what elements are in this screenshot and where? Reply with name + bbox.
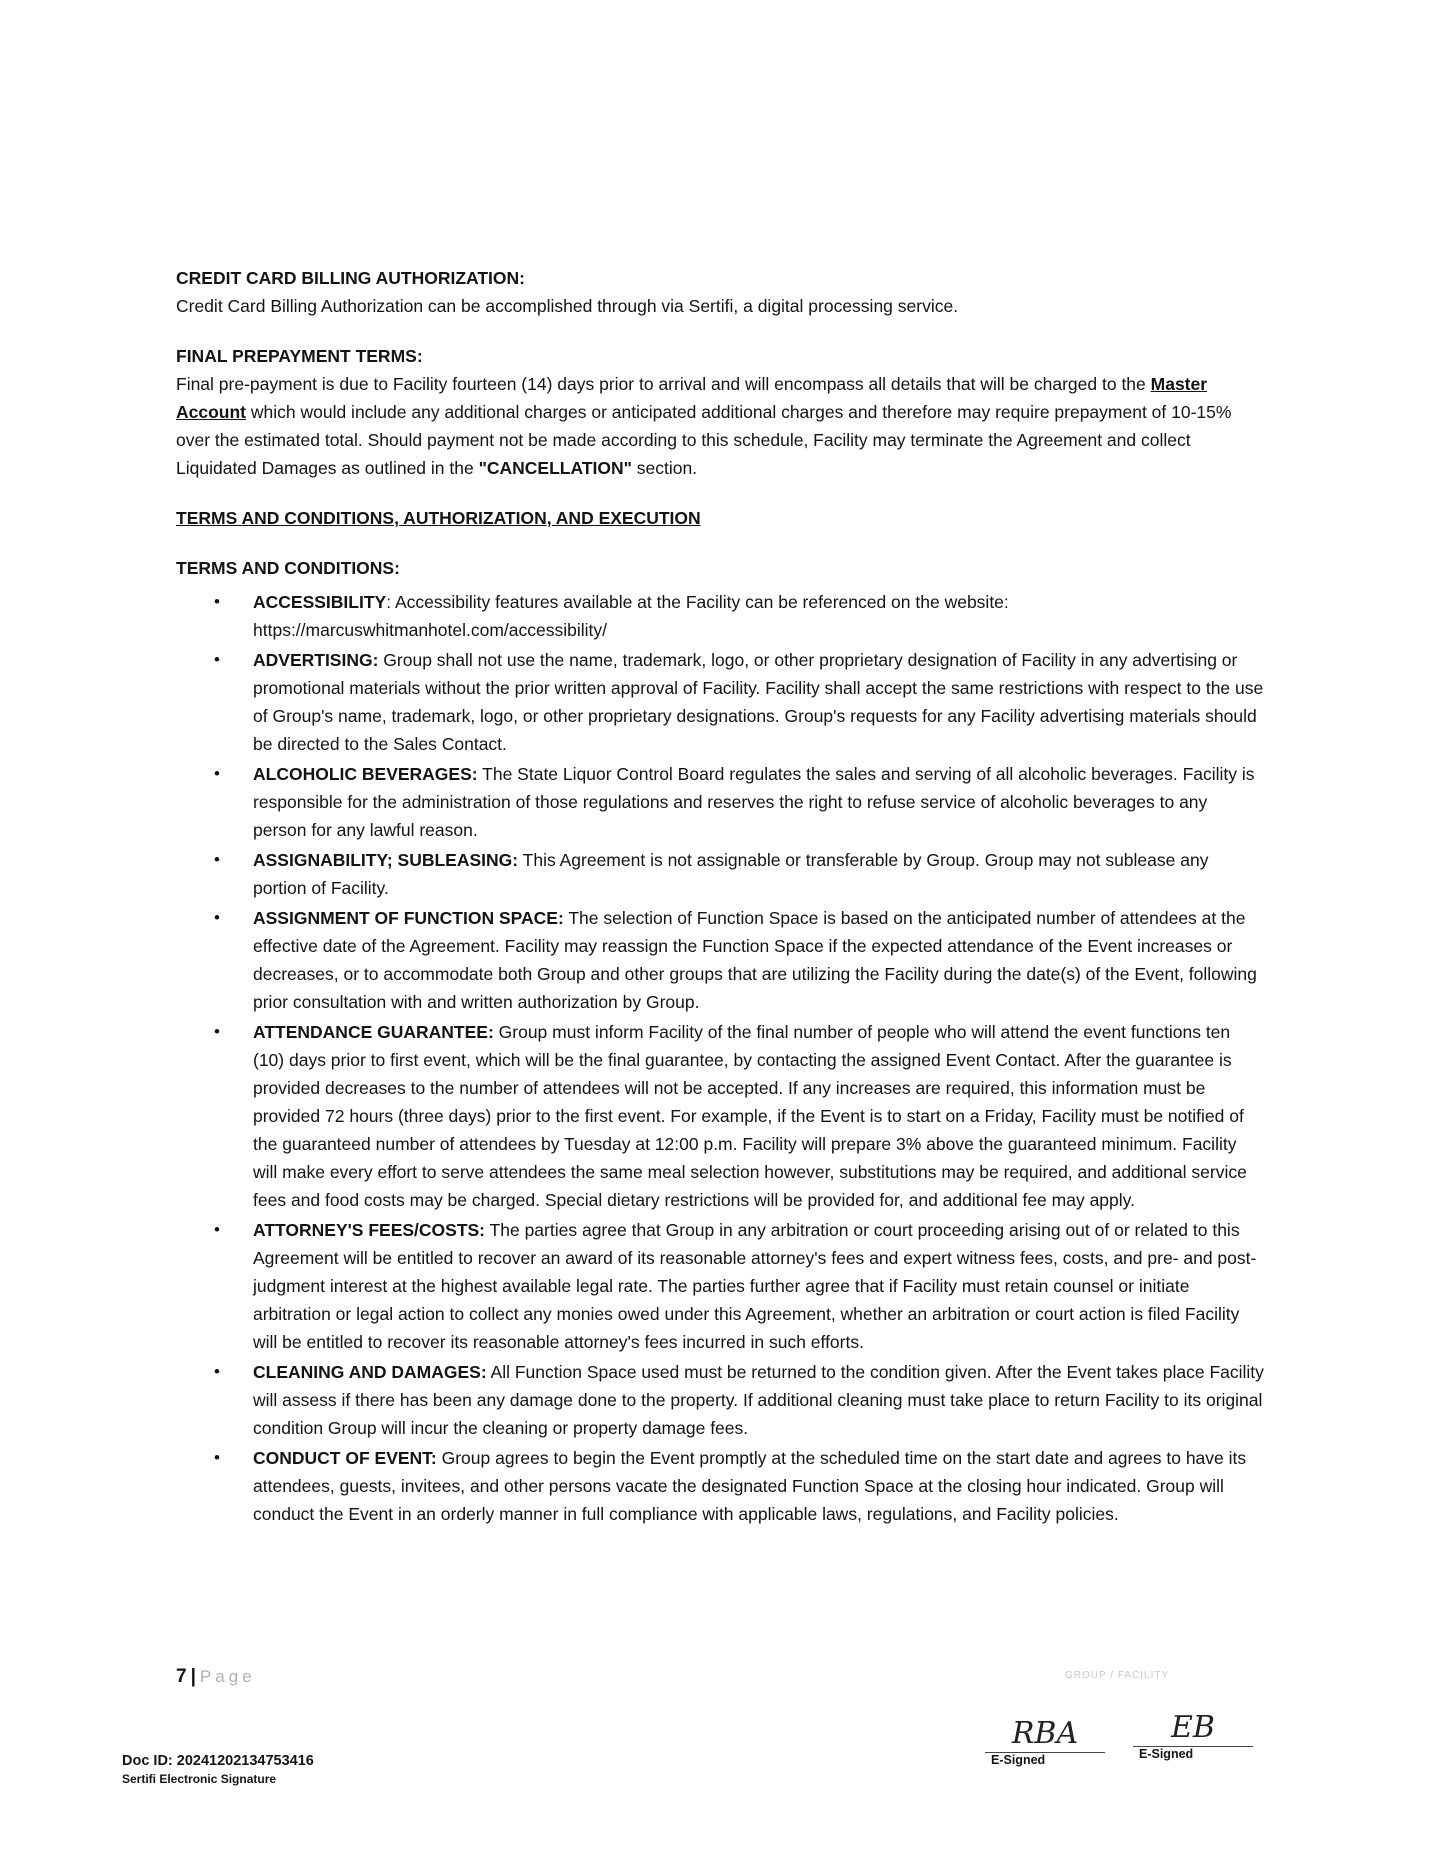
doc-id: Doc ID: 20241202134753416 <box>122 1753 314 1769</box>
term-item-cleaning-damages <box>176 1358 1264 1442</box>
terms-heading: TERMS AND CONDITIONS: <box>176 558 400 578</box>
bullet-icon: • <box>214 650 220 669</box>
section-title: TERMS AND CONDITIONS, AUTHORIZATION, AND EXECUTION <box>176 508 701 528</box>
bullet-icon: • <box>214 1362 220 1381</box>
spacer <box>176 532 1264 554</box>
term-title: CLEANING AND DAMAGES: <box>253 1362 487 1382</box>
credit-card-body: Credit Card Billing Authorization can be accomplished through via Sertifi, a digital processing service. <box>176 296 959 316</box>
term-text: The parties agree that Group in any arbitration or court proceeding arising out of or related to this Agreement will be entitled to recover an award of its reasonable attorney's fees and expert witness fees, costs, and pre- and post-judgment interest at the highest available legal rate. The parties further agree that if Facility must retain counsel or initiate arbitration or legal action to collect any monies owed under this Agreement, whether an arbitration or court action is filed Facility will be entitled to recover its reasonable attorney's fees incurred in such efforts. <box>253 1220 1257 1352</box>
prepayment-text-1: Final pre-payment is due to Facility fourteen (14) days prior to arrival and will encompass all details that will be charged to the <box>176 374 1151 394</box>
page-number <box>176 1666 256 1688</box>
bullet-icon: • <box>214 764 220 783</box>
term-item-attorney-fees <box>176 1216 1264 1356</box>
page-number-value: 7 <box>176 1666 187 1687</box>
term-text: All Function Space used must be returned to the condition given. After the Event takes place Facility will assess if there has been any damage done to the property. If additional cleaning must take place to return Facility to its original condition Group will incur the cleaning or property damage fees. <box>253 1362 1264 1438</box>
bullet-icon: • <box>214 850 220 869</box>
bullet-icon: • <box>214 1022 220 1041</box>
bullet-icon: • <box>214 592 220 611</box>
final-prepayment-body <box>176 370 1264 482</box>
term-text: This Agreement is not assignable or transferable by Group. Group may not sublease any portion of Facility. <box>253 850 1209 898</box>
term-text: The State Liquor Control Board regulates the sales and serving of all alcoholic beverages. Facility is responsible for the administration of those regulations and reserves the right to refuse service of alcoholic beverages to any person for any lawful reason. <box>253 764 1255 840</box>
term-text: The selection of Function Space is based on the anticipated number of attendees at the effective date of the Agreement. Facility may reassign the Function Space if the expected attendance of the Event increases or decreases, or to accommodate both Group and other groups that are utilizing the Facility during the date(s) of the Event, following prior consultation with and written authorization by Group. <box>253 908 1257 1012</box>
term-item-assignability <box>176 846 1264 902</box>
signature-facility <box>1133 1710 1253 1761</box>
credit-card-section <box>176 264 1264 320</box>
term-item-attendance-guarantee <box>176 1018 1264 1214</box>
term-item-advertising <box>176 646 1264 758</box>
final-prepayment-heading: FINAL PREPAYMENT TERMS: <box>176 346 423 366</box>
credit-card-heading: CREDIT CARD BILLING AUTHORIZATION: <box>176 268 525 288</box>
page-content <box>176 264 1264 1530</box>
bullet-icon: • <box>214 1220 220 1239</box>
signature-label: E-Signed <box>1139 1747 1194 1761</box>
terms-list <box>176 588 1264 1528</box>
doc-id-block <box>122 1752 314 1788</box>
group-facility-label: GROUP / FACILITY <box>1065 1670 1170 1681</box>
master-account-term: Master Account <box>176 374 1208 422</box>
signature-initials: EB <box>1171 1710 1215 1745</box>
page-word: Page <box>199 1667 256 1686</box>
term-item-accessibility <box>176 588 1264 644</box>
page-separator: | <box>190 1666 196 1687</box>
term-title: ATTORNEY'S FEES/COSTS: <box>253 1220 486 1240</box>
spacer <box>176 482 1264 504</box>
term-text: Group agrees to begin the Event promptly at the scheduled time on the start date and agrees to have its attendees, guests, invitees, and other persons vacate the designated Function Space at the closing hour indicated. Group will conduct the Event in an orderly manner in full compliance with applicable laws, regulations, and Facility policies. <box>253 1448 1247 1524</box>
term-item-conduct-of-event <box>176 1444 1264 1528</box>
term-title: ATTENDANCE GUARANTEE: <box>253 1022 494 1042</box>
term-text: Group must inform Facility of the final number of people who will attend the event functions ten (10) days prior to first event, which will be the final guarantee, by contacting the assigned Event Contact. After the guarantee is provided decreases to the number of attendees will not be accepted. If any increases are required, this information must be provided 72 hours (three days) prior to the first event. For example, if the Event is to start on a Friday, Facility must be notified of the guaranteed number of attendees by Tuesday at 12:00 p.m. Facility will prepare 3% above the guaranteed minimum. Facility will make every effort to serve attendees the same meal selection however, substitutions may be required, and additional service fees and food costs may be charged. Special dietary restrictions will be provided for, and additional fee may apply. <box>253 1022 1247 1210</box>
signature-label: E-Signed <box>991 1753 1046 1767</box>
prepayment-text-3: section. <box>631 458 698 478</box>
signature-group <box>985 1716 1105 1767</box>
term-title: ASSIGNABILITY; SUBLEASING: <box>253 850 519 870</box>
spacer <box>176 320 1264 342</box>
term-text: : Accessibility features available at the Facility can be referenced on the website: https://marcuswhitmanhotel.com/accessibility/ <box>253 592 1009 640</box>
bullet-icon: • <box>214 1448 220 1467</box>
signature-initials: RBA <box>1011 1716 1079 1751</box>
bullet-icon: • <box>214 908 220 927</box>
final-prepayment-section <box>176 342 1264 482</box>
term-title: ADVERTISING: <box>253 650 379 670</box>
prepayment-text-2: which would include any additional charges or anticipated additional charges and therefore may require prepayment of 10-15% over the estimated total. Should payment not be made according to this schedule, Facility may terminate the Agreement and collect Liquidated Damages as outlined in the <box>176 402 1232 478</box>
term-text: Group shall not use the name, trademark, logo, or other proprietary designation of Facility in any advertising or promotional materials without the prior written approval of Facility. Facility shall accept the same restrictions with respect to the use of Group's name, trademark, logo, or other proprietary designations. Group's requests for any Facility advertising materials should be directed to the Sales Contact. <box>253 650 1264 754</box>
term-title: ASSIGNMENT OF FUNCTION SPACE: <box>253 908 564 928</box>
term-item-function-space <box>176 904 1264 1016</box>
signature-service: Sertifi Electronic Signature <box>122 1772 277 1786</box>
term-title: ACCESSIBILITY <box>253 592 387 612</box>
cancellation-term: "CANCELLATION" <box>478 458 632 478</box>
term-item-alcoholic-beverages <box>176 760 1264 844</box>
term-title: ALCOHOLIC BEVERAGES: <box>253 764 478 784</box>
term-title: CONDUCT OF EVENT: <box>253 1448 437 1468</box>
